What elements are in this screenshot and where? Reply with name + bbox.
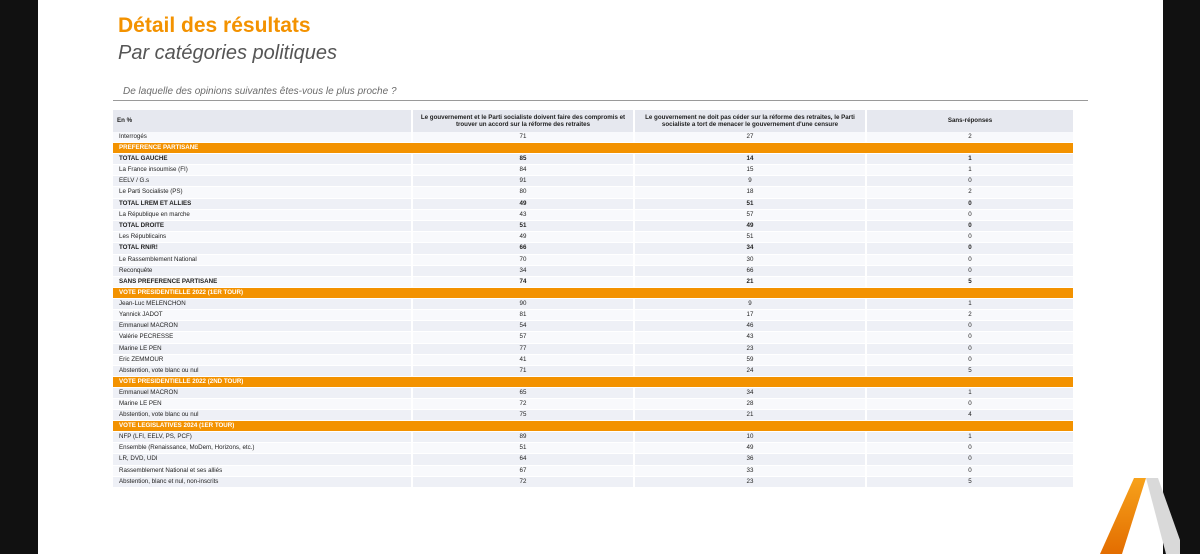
cell-no-answer: 0 [867,399,1075,410]
row-label: NFP (LFI, EELV, PS, PCF) [113,432,413,443]
cell-no-answer: 0 [867,266,1075,277]
section-header [113,288,1075,299]
table-row [113,210,1075,221]
row-label: Abstention, vote blanc ou nul [113,410,413,421]
cell-no-answer: 4 [867,410,1075,421]
cell-no-answer: 2 [867,187,1075,198]
table-body [113,132,1075,488]
row-label: Valérie PECRESSE [113,332,413,343]
cell-compromise: 51 [413,443,635,454]
table-row-total [113,132,1075,143]
cell-compromise: 65 [413,388,635,399]
cell-compromise: 81 [413,310,635,321]
cell-no-concession: 18 [635,187,867,198]
cell-no-concession: 30 [635,255,867,266]
cell-no-answer: 0 [867,232,1075,243]
table-row [113,221,1075,232]
cell-compromise: 49 [413,199,635,210]
row-label: Le Parti Socialiste (PS) [113,187,413,198]
cell-no-answer: 5 [867,477,1075,488]
cell-no-concession: 15 [635,165,867,176]
table-row [113,399,1075,410]
cell-no-answer: 5 [867,366,1075,377]
cell-compromise: 34 [413,266,635,277]
cell-compromise: 49 [413,232,635,243]
row-label: Jean-Luc MELENCHON [113,299,413,310]
cell-no-concession: 21 [635,410,867,421]
table-row [113,388,1075,399]
cell-compromise: 71 [413,366,635,377]
cell-compromise: 75 [413,410,635,421]
table-row [113,266,1075,277]
section-header [113,377,1075,388]
section-title: PREFERENCE PARTISANE [113,143,1075,154]
cell-no-concession: 43 [635,332,867,343]
results-table [113,110,1075,488]
table-row [113,332,1075,343]
row-label: LR, DVD, UDI [113,454,413,465]
row-label: Marine LE PEN [113,399,413,410]
cell-no-concession: 27 [635,132,867,143]
cell-compromise: 84 [413,165,635,176]
cell-no-concession: 21 [635,277,867,288]
unit-header: En % [113,110,413,132]
cell-no-concession: 10 [635,432,867,443]
cell-compromise: 70 [413,255,635,266]
table-row [113,410,1075,421]
cell-compromise: 89 [413,432,635,443]
cell-no-concession: 49 [635,443,867,454]
row-label: La France insoumise (FI) [113,165,413,176]
cell-no-concession: 34 [635,388,867,399]
table-row [113,454,1075,465]
col-header-compromise: Le gouvernement et le Parti socialiste doivent faire des compromis et trouver un accord sur la réforme des retraites [413,110,635,132]
cell-compromise: 72 [413,399,635,410]
cell-no-concession: 51 [635,199,867,210]
cell-no-answer: 1 [867,299,1075,310]
table-row [113,176,1075,187]
col-header-no-concession: Le gouvernement ne doit pas céder sur la réforme des retraites, le Parti socialiste a tort de menacer le gouvernement d'une censure [635,110,867,132]
cell-compromise: 72 [413,477,635,488]
cell-compromise: 71 [413,132,635,143]
cell-no-answer: 0 [867,210,1075,221]
cell-compromise: 54 [413,321,635,332]
cell-compromise: 74 [413,277,635,288]
table-row [113,277,1075,288]
cell-compromise: 91 [413,176,635,187]
cell-no-concession: 66 [635,266,867,277]
brand-logo-icon [1100,470,1180,554]
cell-no-answer: 2 [867,132,1075,143]
cell-no-answer: 0 [867,221,1075,232]
row-label: Eric ZEMMOUR [113,355,413,366]
row-label: La République en marche [113,210,413,221]
table-row [113,187,1075,198]
table-row [113,477,1075,488]
row-label: SANS PREFERENCE PARTISANE [113,277,413,288]
section-header [113,421,1075,432]
cell-no-concession: 23 [635,344,867,355]
cell-no-answer: 0 [867,255,1075,266]
cell-no-answer: 1 [867,432,1075,443]
cell-no-concession: 17 [635,310,867,321]
cell-no-answer: 0 [867,176,1075,187]
row-label: Reconquête [113,266,413,277]
col-header-no-answer: Sans-réponses [867,110,1075,132]
cell-no-concession: 24 [635,366,867,377]
table-row [113,432,1075,443]
cell-no-concession: 28 [635,399,867,410]
row-label: Les Républicains [113,232,413,243]
cell-no-concession: 34 [635,243,867,254]
cell-no-answer: 0 [867,344,1075,355]
cell-no-concession: 51 [635,232,867,243]
cell-no-concession: 36 [635,454,867,465]
section-title: VOTE LEGISLATIVES 2024 (1ER TOUR) [113,421,1075,432]
cell-compromise: 77 [413,344,635,355]
table-row [113,466,1075,477]
table-row [113,154,1075,165]
row-label: Rassemblement National et ses alliés [113,466,413,477]
cell-no-answer: 0 [867,332,1075,343]
page-title: Détail des résultats [118,14,311,37]
page-subtitle: Par catégories politiques [118,42,338,64]
table-row [113,443,1075,454]
cell-no-answer: 1 [867,388,1075,399]
cell-compromise: 51 [413,221,635,232]
cell-compromise: 67 [413,466,635,477]
table-row [113,366,1075,377]
slide [38,0,1163,554]
table-row [113,232,1075,243]
cell-no-answer: 0 [867,199,1075,210]
table-row [113,165,1075,176]
cell-compromise: 90 [413,299,635,310]
table-row [113,199,1075,210]
cell-no-answer: 5 [867,277,1075,288]
cell-no-concession: 57 [635,210,867,221]
table-row [113,310,1075,321]
table-row [113,255,1075,266]
row-label: TOTAL DROITE [113,221,413,232]
cell-no-answer: 2 [867,310,1075,321]
row-label: Abstention, vote blanc ou nul [113,366,413,377]
cell-no-answer: 0 [867,466,1075,477]
cell-no-answer: 0 [867,443,1075,454]
cell-compromise: 64 [413,454,635,465]
table-row [113,344,1075,355]
cell-no-answer: 0 [867,243,1075,254]
cell-compromise: 41 [413,355,635,366]
cell-no-concession: 23 [635,477,867,488]
row-label: EELV / G.s [113,176,413,187]
row-label: Emmanuel MACRON [113,321,413,332]
table-header-row [113,110,1075,132]
survey-question: De laquelle des opinions suivantes êtes-vous le plus proche ? [123,86,397,97]
section-title: VOTE PRESIDENTIELLE 2022 (2ND TOUR) [113,377,1075,388]
cell-compromise: 85 [413,154,635,165]
cell-compromise: 66 [413,243,635,254]
cell-no-answer: 0 [867,355,1075,366]
cell-no-answer: 1 [867,154,1075,165]
cell-no-concession: 14 [635,154,867,165]
row-label: Emmanuel MACRON [113,388,413,399]
row-label: TOTAL LREM ET ALLIES [113,199,413,210]
cell-no-concession: 46 [635,321,867,332]
question-divider [113,100,1088,101]
cell-no-answer: 1 [867,165,1075,176]
row-label: Ensemble (Renaissance, MoDem, Horizons, etc.) [113,443,413,454]
cell-compromise: 57 [413,332,635,343]
section-header [113,143,1075,154]
table-row [113,243,1075,254]
cell-no-answer: 0 [867,321,1075,332]
row-label: Marine LE PEN [113,344,413,355]
cell-compromise: 80 [413,187,635,198]
table-row [113,299,1075,310]
cell-no-concession: 9 [635,176,867,187]
cell-no-concession: 59 [635,355,867,366]
table-row [113,355,1075,366]
cell-no-concession: 33 [635,466,867,477]
cell-compromise: 43 [413,210,635,221]
row-label: Abstention, blanc et nul, non-inscrits [113,477,413,488]
cell-no-concession: 49 [635,221,867,232]
row-label: Le Rassemblement National [113,255,413,266]
section-title: VOTE PRESIDENTIELLE 2022 (1ER TOUR) [113,288,1075,299]
row-label: Interrogés [113,132,413,143]
cell-no-concession: 9 [635,299,867,310]
cell-no-answer: 0 [867,454,1075,465]
row-label: TOTAL GAUCHE [113,154,413,165]
row-label: Yannick JADOT [113,310,413,321]
table-row [113,321,1075,332]
row-label: TOTAL RN/R! [113,243,413,254]
